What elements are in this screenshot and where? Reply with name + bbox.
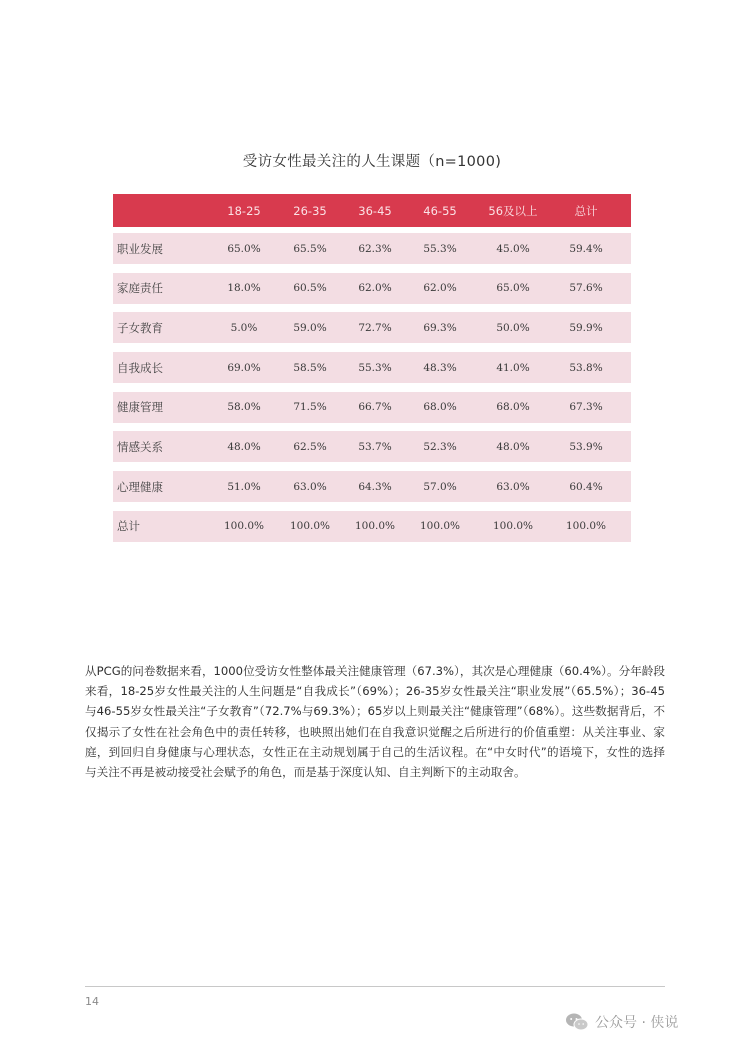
table-cell: 58.5%: [293, 361, 327, 374]
row-label: 总计: [117, 519, 140, 534]
table-cell: 72.7%: [358, 321, 392, 334]
header-cell-empty: [113, 194, 209, 227]
table-cell: 59.0%: [293, 321, 327, 334]
table-row: [113, 312, 631, 343]
table-cell: 100.0%: [223, 520, 265, 533]
table-cell: 63.0%: [496, 480, 530, 493]
table-total-row: [113, 511, 631, 542]
table-cell: 100.0%: [419, 520, 461, 533]
page-number: 14: [85, 995, 99, 1008]
table-cell: 5.0%: [230, 321, 258, 334]
data-table: [113, 194, 631, 551]
table-row: [113, 233, 631, 264]
table-cell: 48.0%: [496, 440, 530, 453]
table-cell: 65.0%: [496, 282, 530, 295]
table-cell: 48.3%: [423, 361, 457, 374]
table-cell: 59.4%: [569, 242, 603, 255]
header-cell-56-plus: 56及以上: [488, 203, 538, 218]
header-cell-26-35: 26-35: [293, 203, 327, 218]
table-cell: 58.0%: [227, 401, 261, 414]
table-title: 受访女性最关注的人生课题（n=1000): [242, 154, 502, 170]
table-cell: 60.5%: [293, 282, 327, 295]
table-cell: 65.0%: [227, 242, 261, 255]
table-cell: 68.0%: [423, 401, 457, 414]
watermark-text: 公众号 · 侠说: [595, 1015, 679, 1031]
table-cell: 55.3%: [423, 242, 457, 255]
table-header-row: [113, 194, 631, 227]
table-cell: 69.0%: [227, 361, 261, 374]
header-cell-36-45: 36-45: [358, 203, 392, 218]
row-label: 情感关系: [117, 439, 163, 454]
row-label: 自我成长: [117, 360, 163, 375]
table-cell: 100.0%: [354, 520, 396, 533]
table-cell: 65.5%: [293, 242, 327, 255]
table-cell: 48.0%: [227, 440, 261, 453]
table-cell: 41.0%: [496, 361, 530, 374]
table-cell: 62.3%: [358, 242, 392, 255]
table-cell: 45.0%: [496, 242, 530, 255]
table-row: [113, 471, 631, 502]
table-cell: 63.0%: [293, 480, 327, 493]
table-cell: 50.0%: [496, 321, 530, 334]
table-cell: 62.0%: [423, 282, 457, 295]
table-cell: 100.0%: [565, 520, 607, 533]
table-cell: 52.3%: [423, 440, 457, 453]
table-cell: 18.0%: [227, 282, 261, 295]
table-cell: 100.0%: [492, 520, 534, 533]
table-cell: 62.5%: [293, 440, 327, 453]
table-cell: 59.9%: [569, 321, 603, 334]
row-label: 健康管理: [117, 400, 163, 415]
table-cell: 64.3%: [358, 480, 392, 493]
header-cell-total: 总计: [574, 203, 598, 218]
table-cell: 53.8%: [569, 361, 603, 374]
table-cell: 66.7%: [358, 401, 392, 414]
row-label: 心理健康: [117, 479, 163, 494]
table-cell: 100.0%: [289, 520, 331, 533]
table-cell: 71.5%: [293, 401, 327, 414]
table-cell: 60.4%: [569, 480, 603, 493]
table-cell: 57.0%: [423, 480, 457, 493]
table-cell: 53.9%: [569, 440, 603, 453]
table-cell: 51.0%: [227, 480, 261, 493]
footer-divider: [85, 986, 665, 987]
row-label: 子女教育: [117, 320, 163, 335]
row-label: 职业发展: [117, 241, 163, 256]
table-cell: 62.0%: [358, 282, 392, 295]
table-row: [113, 352, 631, 383]
table-row: [113, 273, 631, 304]
row-label: 家庭责任: [117, 281, 163, 296]
header-cell-46-55: 46-55: [423, 203, 457, 218]
table-row: [113, 392, 631, 423]
table-cell: 55.3%: [358, 361, 392, 374]
body-paragraph: 从PCG的问卷数据来看，1000位受访女性整体最关注健康管理（67.3%），其次是心理健康（60.4%）。分年龄段来看，18-25岁女性最关注的人生问题是“自我成长”（69%）；26-35岁女性最关注“职业发展”（65.5%）；36-45与46-55岁女性最关注“子女教育”（72.7%与69.3%）；65岁以上则最关注“健康管理”（68%）。这些数据背后，不仅揭示了女性在社会角色中的责任转移，也映照出她们在自我意识觉醒之后所进行的价值重塑：从关注事业、家庭，到回归自身健康与心理状态，女性正在主动规划属于自己的生活议程。在“中女时代”的语境下，女性的选择与关注不再是被动接受社会赋予的角色，而是基于深度认知、自主判断下的主动取舍。: [85, 664, 665, 780]
table-cell: 68.0%: [496, 401, 530, 414]
wechat-icon: [565, 1012, 589, 1032]
table-cell: 53.7%: [358, 440, 392, 453]
watermark: [565, 1012, 678, 1032]
header-cell-18-25: 18-25: [227, 203, 261, 218]
table-cell: 57.6%: [569, 282, 603, 295]
table-row: [113, 431, 631, 462]
table-cell: 69.3%: [423, 321, 457, 334]
table-cell: 67.3%: [569, 401, 603, 414]
